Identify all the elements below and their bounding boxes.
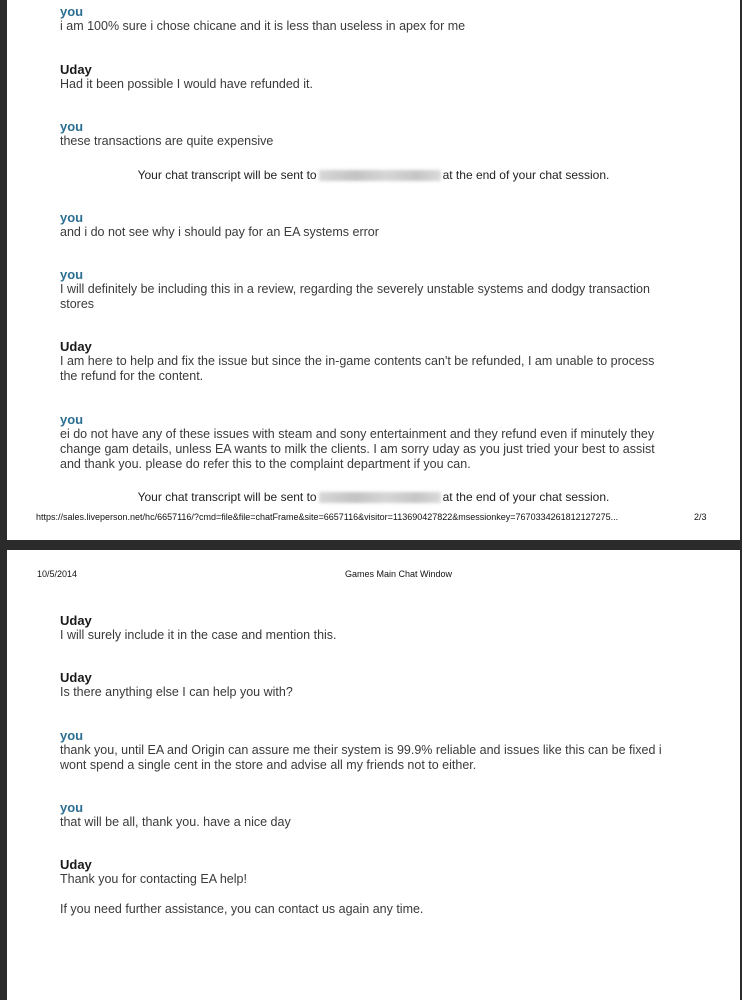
message-sender: Uday: [60, 339, 92, 354]
message-line: ei do not have any of these issues with steam and sony entertainment and they refund even if minutely they: [60, 427, 655, 441]
footer-url: https://sales.liveperson.net/hc/6657116/?cmd=file&file=chatFrame&site=6657116&visitor=113690427822&msessionkey=7670334261812127275...: [36, 512, 619, 522]
notice-text: Your chat transcript will be sent to: [137, 490, 317, 504]
notice-text: at the end of your chat session.: [442, 490, 610, 504]
message-line: Thank you for contacting EA help!: [60, 872, 247, 886]
chat-message: [60, 339, 690, 384]
message-sender: you: [60, 728, 84, 743]
message-line: and thank you. please do refer this to the complaint department if you can.: [60, 457, 471, 471]
transcript-notice: [7, 490, 740, 505]
chat-message: [60, 613, 690, 643]
transcript-page-2: [7, 0, 740, 540]
chat-message: [60, 728, 690, 773]
message-line: stores: [60, 297, 95, 311]
chat-message: [60, 267, 690, 312]
chat-message: [60, 670, 690, 700]
message-text: [60, 134, 690, 149]
message-text: [60, 225, 690, 240]
message-line: that will be all, thank you. have a nice day: [60, 815, 291, 829]
message-line: thank you, until EA and Origin can assure me their system is 99.9% reliable and issues like this can be fixed i: [60, 743, 662, 757]
message-line: these transactions are quite expensive: [60, 134, 274, 148]
message-sender: you: [60, 267, 84, 282]
message-line: I will surely include it in the case and mention this.: [60, 628, 337, 642]
message-text: [60, 427, 690, 472]
chat-message: [60, 4, 690, 34]
window-title: Games Main Chat Window: [344, 569, 453, 579]
message-sender: you: [60, 119, 84, 134]
message-line: wont spend a single cent in the store and advise all my friends not to either.: [60, 758, 477, 772]
chat-message: [60, 119, 690, 149]
transcript-notice: [7, 168, 740, 183]
message-sender: Uday: [60, 857, 92, 872]
message-sender: Uday: [60, 62, 92, 77]
chat-message: [60, 412, 690, 472]
message-text: [60, 77, 690, 92]
message-line: I am here to help and fix the issue but since the in-game contents can't be refunded, I am unable to process: [60, 354, 655, 368]
redacted-email: [319, 170, 441, 181]
message-line: the refund for the content.: [60, 369, 204, 383]
message-line: and i do not see why i should pay for an EA systems error: [60, 225, 379, 239]
message-line: change gam details, unless EA wants to milk the clients. I am sorry uday as you just tried your best to assist: [60, 442, 655, 456]
redacted-email: [319, 492, 441, 503]
message-text: [60, 685, 690, 700]
message-text: [60, 19, 690, 34]
page-number: 2/3: [694, 512, 707, 522]
notice-text: Your chat transcript will be sent to: [137, 168, 317, 182]
message-line: i am 100% sure i chose chicane and it is less than useless in apex for me: [60, 19, 466, 33]
transcript-page-3: [7, 550, 740, 1000]
message-text: [60, 282, 690, 312]
notice-text: at the end of your chat session.: [442, 168, 610, 182]
message-sender: you: [60, 412, 84, 427]
chat-message: [60, 210, 690, 240]
chat-message: [60, 62, 690, 92]
message-line: If you need further assistance, you can contact us again any time.: [60, 902, 424, 916]
message-text: [60, 872, 690, 917]
print-date: 10/5/2014: [37, 569, 78, 579]
message-sender: you: [60, 800, 84, 815]
message-text: [60, 354, 690, 384]
message-sender: you: [60, 4, 84, 19]
chat-message: [60, 800, 690, 830]
message-sender: Uday: [60, 613, 92, 628]
message-text: [60, 815, 690, 830]
message-line: I will definitely be including this in a review, regarding the severely unstable systems and dodgy transaction: [60, 282, 650, 296]
message-sender: you: [60, 210, 84, 225]
message-text: [60, 628, 690, 643]
message-sender: Uday: [60, 670, 92, 685]
message-line: Had it been possible I would have refunded it.: [60, 77, 313, 91]
message-line: Is there anything else I can help you with?: [60, 685, 293, 699]
message-text: [60, 743, 690, 773]
chat-message: [60, 857, 690, 917]
